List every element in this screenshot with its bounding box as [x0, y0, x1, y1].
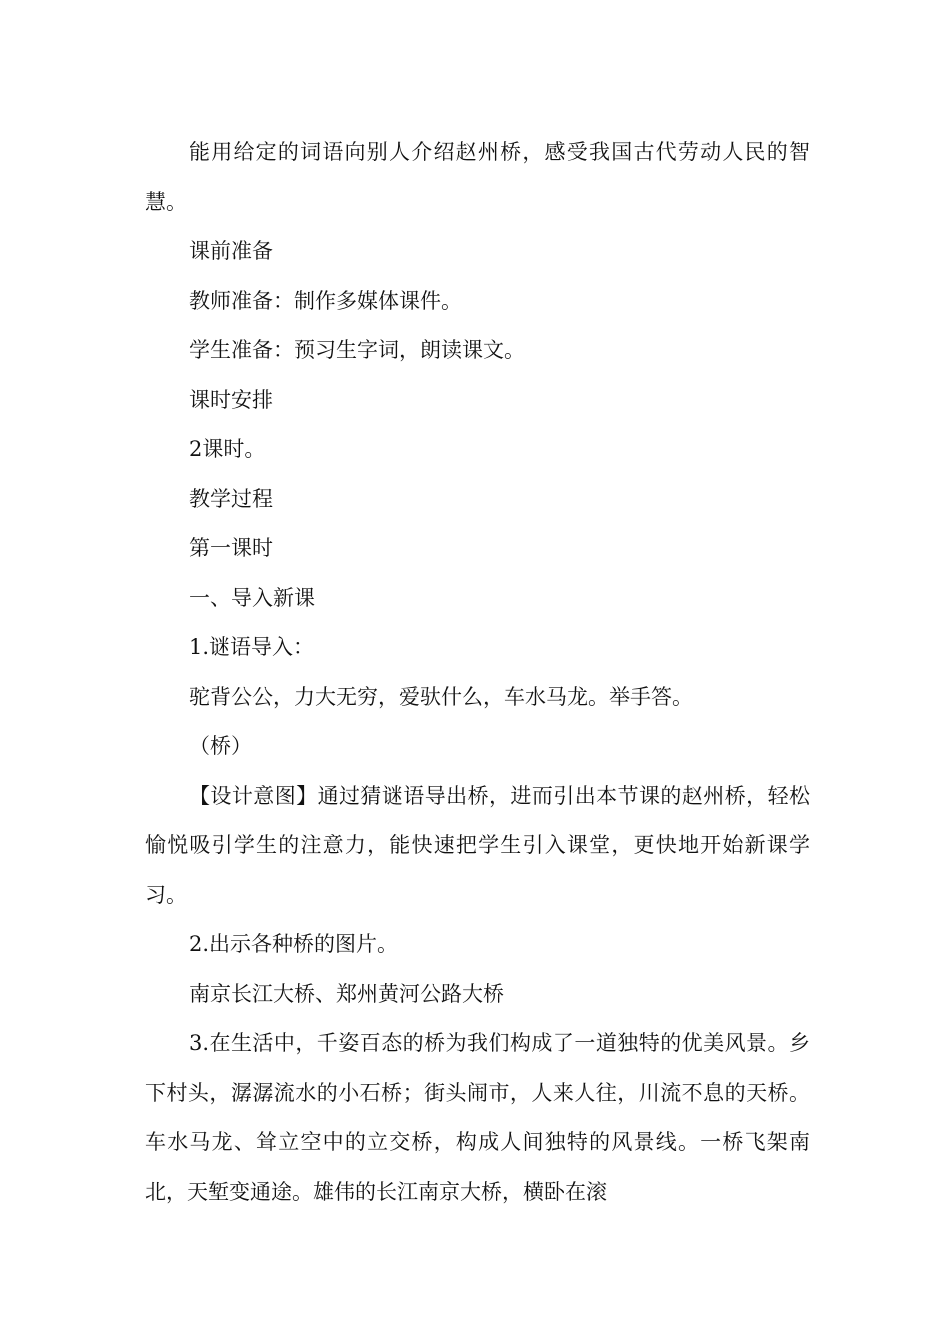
paragraph-bridge-pictures: 2.出示各种桥的图片。	[189, 932, 399, 956]
document-body	[145, 128, 810, 1217]
paragraph-riddle-answer: （桥）	[189, 734, 252, 758]
paragraph-bridge-names: 南京长江大桥、郑州黄河公路大桥	[189, 981, 504, 1006]
paragraph-schedule: 2课时。	[189, 437, 266, 461]
paragraph-student-prep: 学生准备：预习生字词，朗读课文。	[189, 338, 525, 362]
heading-preparation: 课前准备	[189, 239, 273, 263]
paragraph-riddle-title: 1.谜语导入：	[189, 635, 315, 659]
paragraph-design-intent: 【设计意图】通过猜谜语导出桥，进而引出本节课的赵州桥，轻松愉悦吸引学生的注意力，能快速把学生引入课堂，更快地开始新课学习。	[145, 783, 810, 907]
paragraph-bridge-description: 3.在生活中，千姿百态的桥为我们构成了一道独特的优美风景。乡下村头，潺潺流水的小石桥；街头闹市，人来人往，川流不息的天桥。车水马龙、耸立空中的立交桥，构成人间独特的风景线。一桥飞架南北，天堑变通途。雄伟的长江南京大桥，横卧在滚	[145, 1031, 810, 1204]
heading-first-lesson: 第一课时	[189, 536, 273, 560]
paragraph-riddle: 驼背公公，力大无穷，爱驮什么，车水马龙。举手答。	[189, 684, 693, 709]
heading-schedule: 课时安排	[189, 387, 273, 412]
paragraph-objective: 能用给定的词语向别人介绍赵州桥，感受我国古代劳动人民的智慧。	[145, 140, 810, 214]
heading-process: 教学过程	[189, 486, 273, 511]
heading-intro: 一、导入新课	[189, 585, 315, 610]
paragraph-teacher-prep: 教师准备：制作多媒体课件。	[189, 288, 462, 313]
